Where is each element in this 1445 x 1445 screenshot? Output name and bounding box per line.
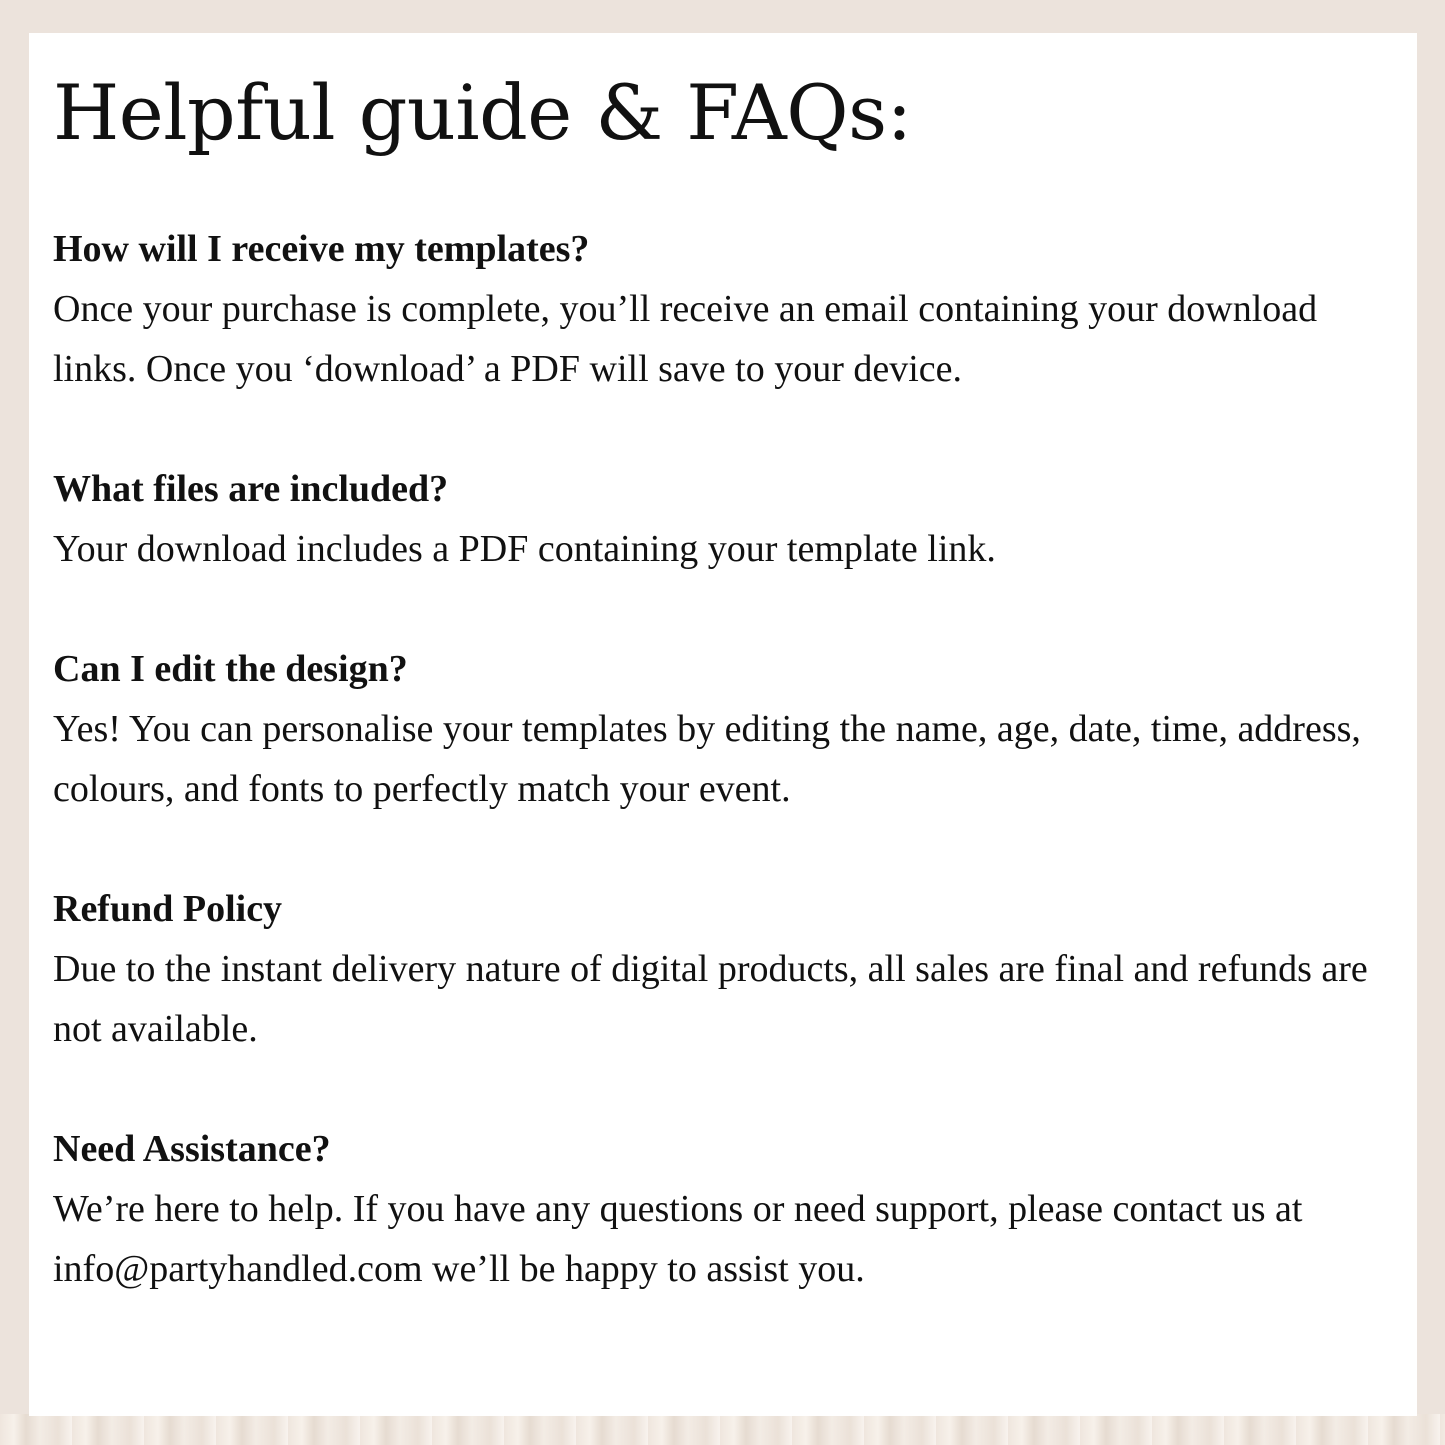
faq-item-refund-policy [53,879,1397,1059]
page-title: Helpful guide & FAQs: [53,68,912,157]
faq-item-need-assistance [53,1119,1397,1299]
faq-item-edit-design [53,639,1397,819]
faq-answer: Your download includes a PDF containing your template link. [53,528,996,570]
faq-question: Can I edit the design? [53,648,408,690]
faq-question: What files are included? [53,468,449,510]
faq-answer: Once your purchase is complete, you’ll receive an email containing your download links. Once you ‘download’ a PDF will save to your device. [53,288,1318,390]
faq-answer: Due to the instant delivery nature of digital products, all sales are final and refunds are not available. [53,948,1368,1050]
background-curtain-strip [0,1414,1445,1445]
faq-answer: We’re here to help. If you have any questions or need support, please contact us at info@partyhandled.com we’ll be happy to assist you. [53,1188,1303,1290]
faq-item-receive-templates [53,219,1397,399]
faq-answer: Yes! You can personalise your templates by editing the name, age, date, time, address, colours, and fonts to perfectly match your event. [53,708,1361,810]
faq-list [53,219,1397,1299]
faq-question: How will I receive my templates? [53,228,590,270]
faq-item-files-included [53,459,1397,579]
faq-card [29,33,1417,1416]
faq-question: Need Assistance? [53,1128,331,1170]
faq-question: Refund Policy [53,888,283,930]
